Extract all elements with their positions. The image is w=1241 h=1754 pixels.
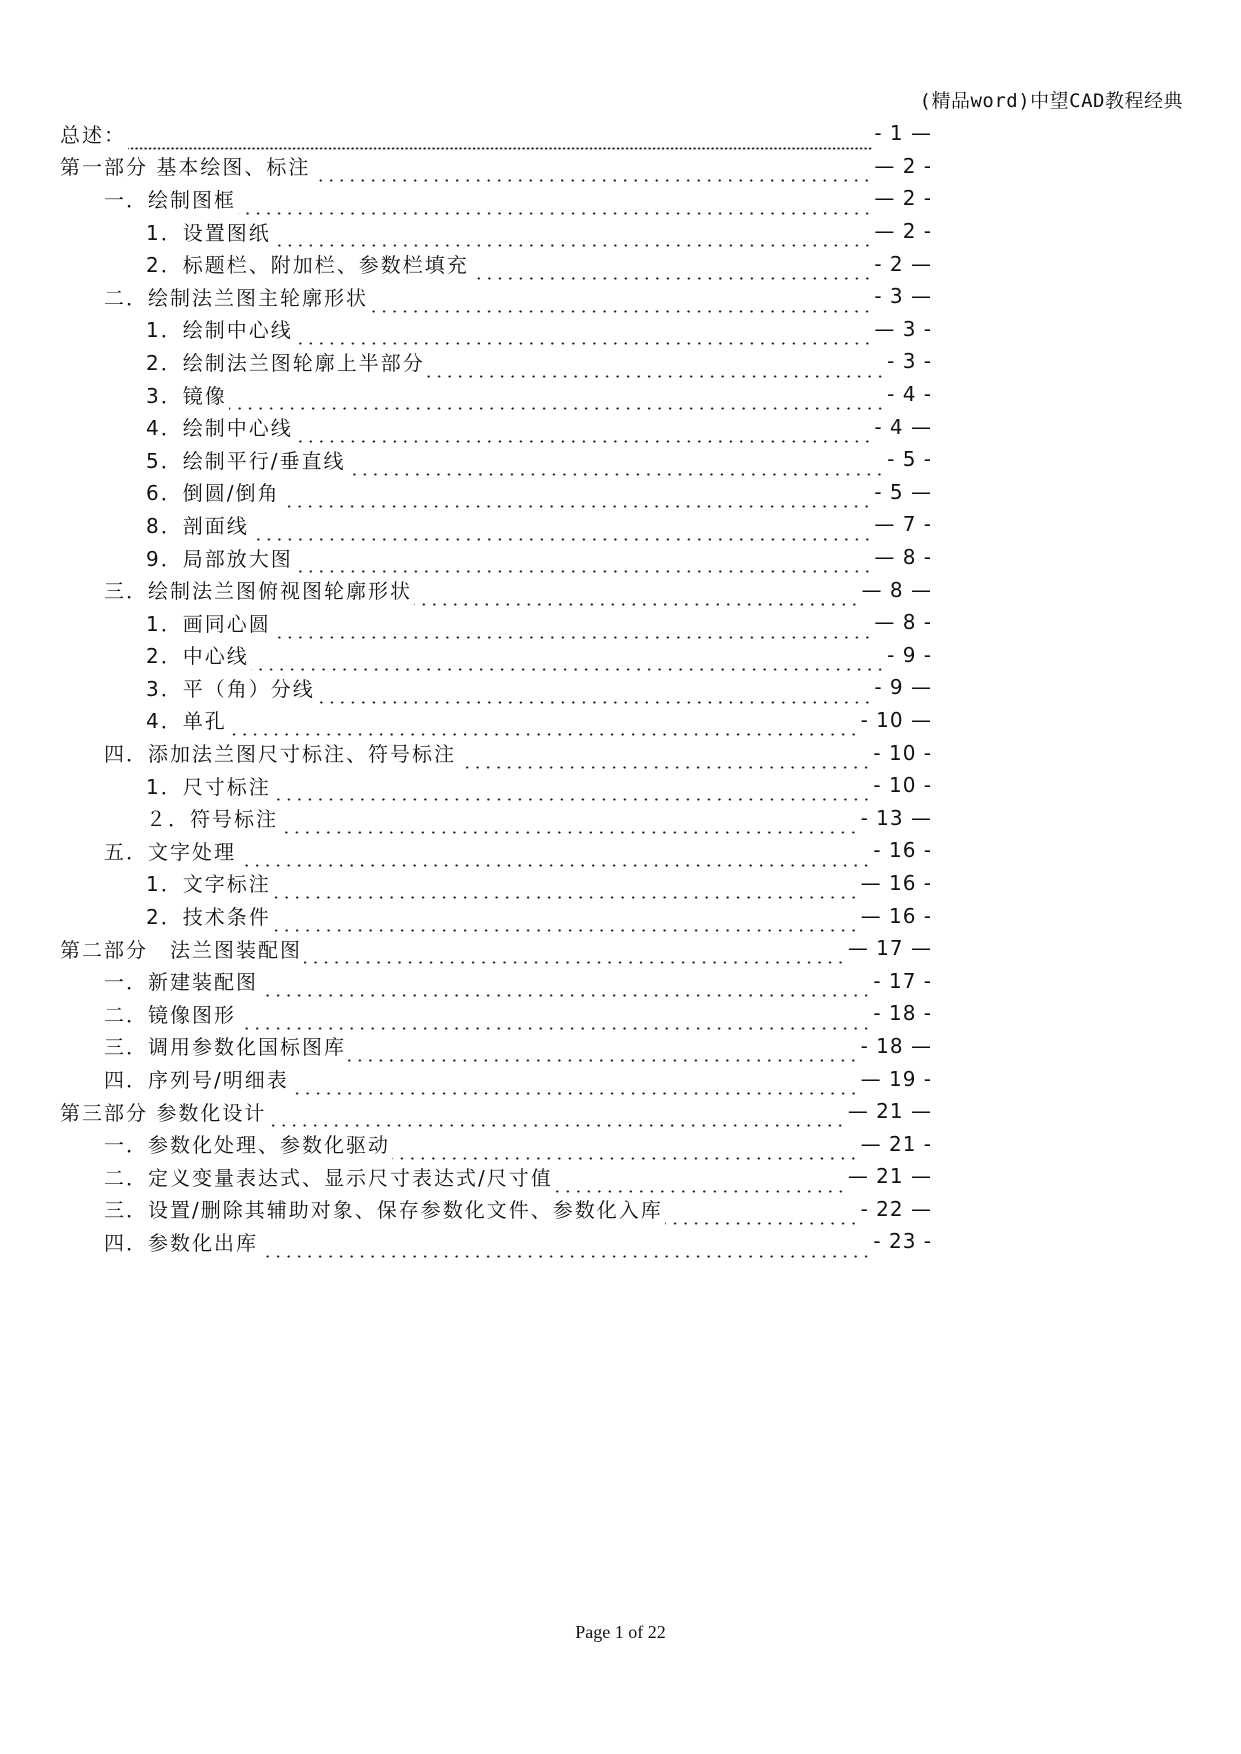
- toc-entry[interactable]: [60, 410, 932, 443]
- toc-entry[interactable]: [60, 215, 932, 248]
- toc-entry[interactable]: [60, 541, 932, 574]
- toc-entry-page-number: - 10 —: [860, 707, 932, 732]
- dot-leader: [260, 1247, 871, 1258]
- dot-leader: [280, 823, 859, 834]
- toc-entry-page-number: — 19 -: [860, 1066, 932, 1091]
- toc-entry-page-number: - 4 —: [874, 414, 932, 439]
- toc-entry-page-number: — 21 -: [860, 1131, 932, 1156]
- dot-leader: [665, 1214, 859, 1225]
- toc-entry-title: 1．文字标注: [146, 872, 271, 897]
- toc-entry-title: 9．局部放大图: [146, 546, 293, 571]
- toc-entry-page-number: - 3 -: [887, 349, 932, 374]
- toc-entry[interactable]: [60, 736, 932, 769]
- toc-entry[interactable]: [60, 867, 932, 900]
- dot-leader: [273, 921, 859, 932]
- toc-entry-title: 1．设置图纸: [146, 220, 271, 245]
- toc-entry-title: 三．调用参数化国标图库: [104, 1035, 346, 1060]
- toc-entry-title: 五．文字处理: [104, 839, 236, 864]
- toc-entry[interactable]: [60, 769, 932, 802]
- toc-entry[interactable]: [60, 964, 932, 997]
- toc-entry-page-number: - 10 -: [873, 740, 932, 765]
- toc-entry-page-number: — 17 —: [847, 936, 932, 961]
- dot-leader: [392, 1149, 859, 1160]
- toc-entry[interactable]: [60, 671, 932, 704]
- toc-entry[interactable]: [60, 182, 932, 215]
- toc-entry-title: 3．镜像: [146, 383, 227, 408]
- dot-leader: [295, 432, 873, 443]
- dot-leader: [273, 628, 873, 639]
- toc-entry-title: 三．绘制法兰图俯视图轮廓形状: [104, 579, 412, 604]
- dot-leader: [260, 986, 871, 997]
- toc-entry-page-number: - 13 —: [860, 805, 932, 830]
- toc-entry-title: 1．画同心圆: [146, 611, 271, 636]
- toc-entry-page-number: - 5 —: [874, 479, 932, 504]
- dot-leader: [251, 660, 885, 671]
- toc-entry[interactable]: [60, 1160, 932, 1193]
- toc-entry[interactable]: [60, 899, 932, 932]
- toc-entry-title: 2．绘制法兰图轮廓上半部分: [146, 350, 425, 375]
- toc-entry-title: 二．定义变量表达式、显示尺寸表达式/尺寸值: [104, 1165, 553, 1190]
- toc-entry-title: 2．中心线: [146, 644, 249, 669]
- toc-entry[interactable]: [60, 313, 932, 346]
- toc-entry[interactable]: [60, 573, 932, 606]
- toc-entry-page-number: — 21 —: [847, 1164, 932, 1189]
- toc-entry[interactable]: [60, 1127, 932, 1160]
- toc-entry-page-number: — 8 —: [861, 577, 932, 602]
- toc-entry-title: 二．镜像图形: [104, 1002, 236, 1027]
- toc-entry-page-number: - 16 -: [873, 838, 932, 863]
- dot-leader: [268, 1116, 845, 1127]
- dot-leader: [555, 1182, 846, 1193]
- dot-leader: [370, 302, 872, 313]
- toc-entry-page-number: - 3 —: [874, 284, 932, 309]
- toc-entry-page-number: - 18 —: [860, 1033, 932, 1058]
- toc-entry[interactable]: [60, 117, 932, 150]
- toc-entry-title: 6．倒圆/倒角: [146, 481, 280, 506]
- dot-leader: [273, 236, 873, 247]
- toc-entry[interactable]: [60, 606, 932, 639]
- toc-entry[interactable]: [60, 443, 932, 476]
- dot-leader: [238, 1019, 871, 1030]
- dot-leader: [238, 856, 871, 867]
- toc-entry[interactable]: [60, 801, 932, 834]
- dot-leader: [229, 399, 885, 410]
- toc-entry-title: 4．绘制中心线: [146, 416, 293, 441]
- toc-entry[interactable]: [60, 345, 932, 378]
- toc-entry[interactable]: [60, 1062, 932, 1095]
- toc-entry[interactable]: [60, 834, 932, 867]
- toc-entry[interactable]: [60, 476, 932, 509]
- toc-entry-title: 一．绘制图框: [104, 187, 236, 212]
- toc-entry-title: 第二部分 法兰图装配图: [60, 937, 302, 962]
- dot-leader: [414, 595, 860, 606]
- toc-entry-title: 四．添加法兰图尺寸标注、符号标注: [104, 742, 456, 767]
- toc-entry-page-number: - 9 —: [874, 675, 932, 700]
- toc-entry-title: 1．绘制中心线: [146, 318, 293, 343]
- toc-entry-title: 5．绘制平行/垂直线: [146, 448, 346, 473]
- dot-leader: [128, 139, 872, 150]
- table-of-contents: [60, 117, 932, 1258]
- page-footer: Page 1 of 22: [575, 1622, 666, 1642]
- toc-entry-page-number: — 2 -: [874, 219, 932, 244]
- document-header: (精品word)中望CAD教程经典: [919, 90, 1183, 112]
- toc-entry[interactable]: [60, 1193, 932, 1226]
- toc-entry[interactable]: [60, 639, 932, 672]
- dot-leader: [458, 758, 871, 769]
- toc-entry-page-number: — 8 -: [874, 610, 932, 635]
- toc-entry-page-number: — 16 -: [860, 903, 932, 928]
- toc-entry-title: 四．参数化出库: [104, 1230, 258, 1255]
- toc-entry[interactable]: [60, 1095, 932, 1128]
- toc-entry-title: 8．剖面线: [146, 513, 249, 538]
- toc-entry-page-number: - 4 -: [887, 382, 932, 407]
- toc-entry[interactable]: [60, 247, 932, 280]
- toc-entry-page-number: — 8 -: [874, 545, 932, 570]
- dot-leader: [312, 171, 872, 182]
- dot-leader: [304, 953, 846, 964]
- toc-entry-page-number: — 2 -: [874, 153, 932, 178]
- dot-leader: [317, 693, 873, 704]
- toc-entry-title: 2．技术条件: [146, 905, 271, 930]
- dot-leader: [238, 204, 872, 215]
- toc-entry-page-number: - 17 -: [873, 968, 932, 993]
- dot-leader: [427, 367, 885, 378]
- toc-entry-page-number: — 3 -: [874, 316, 932, 341]
- dot-leader: [273, 888, 859, 899]
- toc-entry-page-number: - 23 -: [873, 1229, 932, 1254]
- toc-entry[interactable]: [60, 508, 932, 541]
- toc-entry[interactable]: [60, 150, 932, 183]
- toc-entry-title: 总述：: [60, 122, 126, 147]
- toc-entry-page-number: - 9 -: [887, 642, 932, 667]
- toc-entry-title: 第三部分 参数化设计: [60, 1100, 267, 1125]
- toc-entry-title: 二．绘制法兰图主轮廓形状: [104, 285, 368, 310]
- dot-leader: [471, 269, 873, 280]
- toc-entry-title: 一．参数化处理、参数化驱动: [104, 1133, 390, 1158]
- toc-entry-title: 第一部分 基本绘图、标注: [60, 155, 311, 180]
- toc-entry-page-number: — 7 -: [874, 512, 932, 537]
- toc-entry[interactable]: [60, 1225, 932, 1258]
- toc-entry-page-number: - 5 -: [887, 447, 932, 472]
- toc-entry[interactable]: [60, 280, 932, 313]
- toc-entry-page-number: - 2 —: [874, 251, 932, 276]
- toc-entry-page-number: — 16 -: [860, 870, 932, 895]
- toc-entry-page-number: - 18 -: [873, 1001, 932, 1026]
- dot-leader: [251, 530, 873, 541]
- dot-leader: [291, 1084, 859, 1095]
- toc-entry-title: 4．单孔: [146, 709, 227, 734]
- toc-entry-title: 四．序列号/明细表: [104, 1068, 289, 1093]
- dot-leader: [348, 1051, 859, 1062]
- toc-entry[interactable]: [60, 997, 932, 1030]
- dot-leader: [281, 497, 872, 508]
- toc-entry-title: 1．尺寸标注: [146, 774, 271, 799]
- toc-entry[interactable]: [60, 378, 932, 411]
- toc-entry-title: 一．新建装配图: [104, 970, 258, 995]
- toc-entry-page-number: — 21 —: [847, 1099, 932, 1124]
- toc-entry[interactable]: [60, 704, 932, 737]
- dot-leader: [273, 790, 872, 801]
- toc-entry-page-number: - 10 -: [873, 773, 932, 798]
- toc-entry-title: 三．设置/删除其辅助对象、保存参数化文件、参数化入库: [104, 1198, 663, 1223]
- toc-entry-title: 3．平（角）分线: [146, 676, 315, 701]
- toc-entry-title: ２．符号标注: [146, 807, 278, 832]
- toc-entry-title: 2．标题栏、附加栏、参数栏填充: [146, 253, 469, 278]
- toc-entry[interactable]: [60, 1030, 932, 1063]
- toc-entry[interactable]: [60, 932, 932, 965]
- toc-entry-page-number: - 1 —: [874, 121, 932, 146]
- toc-entry-page-number: - 22 —: [860, 1196, 932, 1221]
- dot-leader: [347, 465, 885, 476]
- dot-leader: [229, 725, 859, 736]
- toc-entry-page-number: — 2 -: [874, 186, 932, 211]
- dot-leader: [295, 562, 873, 573]
- dot-leader: [295, 334, 873, 345]
